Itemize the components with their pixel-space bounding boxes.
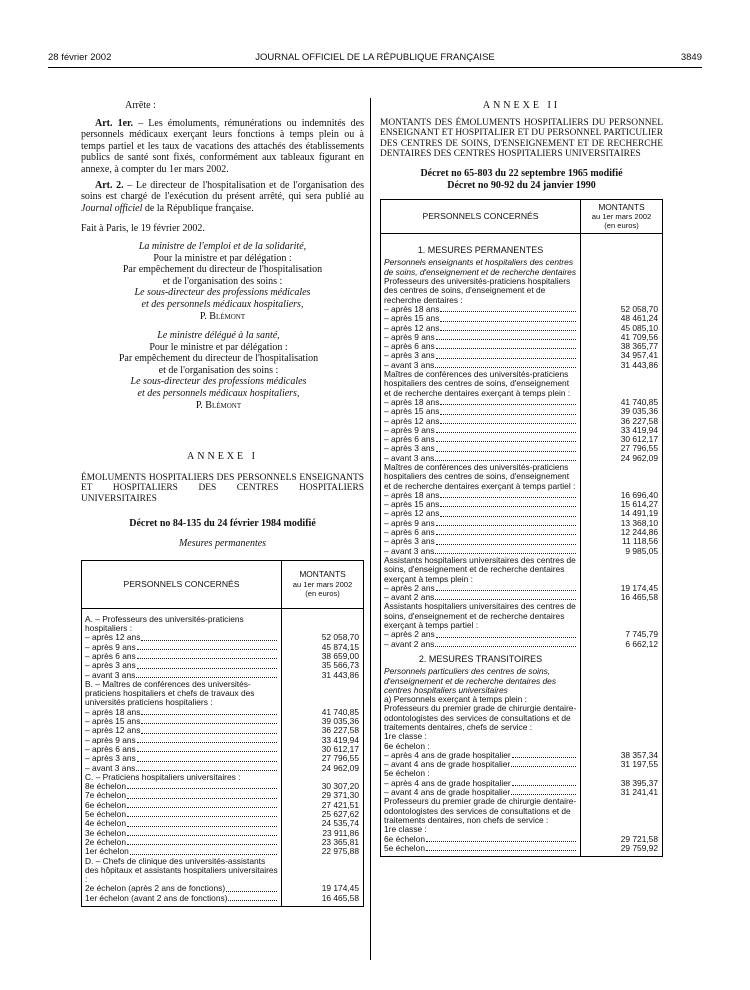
table-row [381,463,663,491]
signature-line: P. Blémont [195,399,242,411]
signature-block-2 [73,330,364,411]
row-label: 5e échelon [384,842,425,853]
table-cell-amount [581,704,663,732]
row-label: – après 3 ans [85,753,136,764]
table-cell-label [381,556,581,584]
table-row [82,680,364,708]
row-amount: 9 985,05 [625,545,658,556]
row-amount: 36 227,58 [620,415,658,426]
table-cell-amount [581,454,663,463]
row-amount: 23 911,86 [322,827,359,838]
row-label: – après 9 ans [384,424,435,435]
table-cell-amount [581,602,663,630]
signature-line: et des personnels médicaux hospitaliers, [137,388,300,400]
category-text: 1re classe : [384,731,427,742]
annex-2-table [380,199,663,857]
dot-leader [440,414,576,415]
row-amount: 31 443,86 [321,669,359,680]
section-subheading: Personnels enseignants et hospitaliers des centres de soins, d'enseignement et de recherche dentaires [384,257,577,277]
row-label: – après 15 ans [384,499,440,510]
dot-leader [440,404,576,405]
row-label: – après 15 ans [384,406,440,417]
row-amount: 29 371,30 [321,790,359,801]
dot-leader [440,497,576,498]
row-amount: 27 421,51 [321,799,359,810]
table-cell-amount [581,463,663,491]
row-label: 4e échelon [85,818,126,829]
article-1-text: – Les émoluments, rémunérations ou indemnités des personnels médicaux exerçant leurs fonctions à temps plein ou à temps partiel et les taux de vacations des attachés des établissements publics de santé sont fixés, conformément aux tableaux figurant en annexe, à compter du 1er mars 2002. [81,117,365,175]
category-text: Professeurs du premier grade de chirurgie dentaire-odontologistes des services de consultations et de traitements dentaires, non chefs de service : [384,796,577,825]
table-cell-amount [581,844,663,853]
table-cell-label [381,463,581,491]
table-cell-amount [581,760,663,769]
row-label: – après 6 ans [85,743,136,754]
row-label: 1er échelon [85,846,129,857]
table-cell-label [381,649,581,667]
table-cell-amount [581,667,663,695]
row-label: – après 18 ans [384,396,440,407]
row-label: – après 12 ans [85,725,141,736]
row-label: – après 12 ans [85,632,141,643]
row-amount: 27 796,55 [321,753,359,764]
table-cell-label [381,258,581,277]
row-amount: 29 759,92 [620,842,658,853]
dot-leader [127,816,277,817]
dot-leader [511,794,576,795]
row-amount: 35 566,73 [321,660,359,671]
row-label: – après 12 ans [384,415,440,426]
dot-leader [426,850,576,851]
table-cell-label [381,240,581,258]
row-amount: 19 174,45 [321,883,359,894]
dot-leader [440,330,576,331]
dot-leader [511,766,576,767]
row-label: – après 6 ans [85,651,136,661]
table-cell-label [82,680,282,708]
article-1-label: Art. 1er. [95,117,134,129]
dot-leader [127,835,277,836]
header-date: 28 février 2002 [48,52,112,63]
table-cell-label [381,640,581,649]
dot-leader [141,714,277,715]
row-amount: 25 627,62 [321,809,359,820]
dot-leader [137,658,277,659]
table-cell-label [381,704,581,732]
row-label: – après 12 ans [384,508,440,519]
table-row [381,797,663,825]
row-label: – avant 3 ans [384,452,435,463]
row-amount: 19 174,45 [620,582,658,593]
category-text: a) Personnels exerçant à temps plein : [384,694,527,705]
category-text: D. – Chefs de clinique des universités-assistants des hôpitaux et assistants hospitaliers universitaires : [85,855,278,885]
signature-line: Pour le ministre et par délégation : [149,341,288,353]
table-row [381,258,663,277]
dot-leader [426,841,576,842]
annex-1-col-personnels: PERSONNELS CONCERNÉS [82,560,282,608]
left-column [81,100,364,907]
annex-1-title: ANNEXE I [187,451,258,463]
annex-1-decret: Décret no 84-135 du 24 février 1984 modifié [129,517,316,529]
row-amount: 29 721,58 [620,833,658,844]
montants-header-line: au 1er mars 2002 [591,212,652,221]
row-amount: 24 962,09 [321,762,359,773]
category-text: Maîtres de conférences des universités-praticiens hospitaliers des centres de soins, d'enseignement et de recherche dentaires exerçant à temps plein : [384,369,571,398]
row-amount: 24 962,09 [620,452,658,463]
row-amount: 45 085,10 [620,322,658,333]
row-amount: 7 745,79 [625,629,658,640]
table-row [381,640,663,649]
row-label: – après 12 ans [384,322,440,333]
table-cell-amount [581,788,663,797]
row-label: 5e échelon [85,809,126,820]
montants-header-line: au 1er mars 2002 [292,579,353,589]
category-text: Assistants hospitaliers universitaires des centres de soins, d'enseignement et de recherche dentaires exerçant à temps partiel : [384,601,576,631]
table-row [381,704,663,732]
dot-leader [440,321,576,322]
table-row [381,240,663,258]
section-subheading: Personnels particuliers des centres de soins, d'enseignement et de recherche dentaires des centres hospitaliers universitaires [384,666,557,695]
dot-leader [127,844,277,845]
row-amount: 52 058,70 [321,632,359,643]
row-label: 2e échelon (après 2 ans de fonctions) [85,883,226,894]
dot-leader [435,367,576,368]
row-amount: 33 419,94 [620,424,658,435]
row-label: – après 2 ans [384,629,435,640]
dot-leader [436,358,576,359]
table-row [381,602,663,630]
category-text: B. – Maîtres de conférences des universités-praticiens hospitaliers et chefs de travaux des universités praticiens hospitaliers : [85,678,255,708]
row-amount: 39 035,36 [321,716,359,727]
row-amount: 38 659,00 [321,651,359,661]
row-amount: 30 307,20 [321,781,359,792]
dot-leader [130,854,277,855]
row-label: – après 15 ans [85,716,141,727]
article-2-text-b: de la République française. [142,202,254,214]
header-page-number: 3849 [680,52,702,63]
signature-line: et de l'organisation des soins : [158,364,279,376]
table-cell-label [82,857,282,885]
row-label: 6e échelon [85,799,126,810]
row-label: – avant 3 ans [384,359,435,370]
row-amount: 22 975,88 [321,846,359,857]
annex-2-title: ANNEXE II [482,100,561,111]
table-cell-label [82,615,282,634]
row-amount: 38 365,77 [620,341,658,352]
row-label: – avant 3 ans [85,762,136,773]
category-text: 1re classe : [384,824,427,835]
table-row [381,844,663,853]
leader-row [384,640,577,649]
row-amount: 48 461,24 [620,313,658,324]
category-text: C. – Praticiens hospitaliers universitaires : [85,771,241,782]
dot-leader [435,599,576,600]
table-row [381,277,663,305]
table-cell-amount [282,671,364,680]
table-row [381,370,663,398]
dot-leader [137,649,277,650]
annex-1-subtitle: ÉMOLUMENTS HOSPITALIERS DES PERSONNELS ENSEIGNANTS ET HOSPITALIERS DES CENTRES HOSPITALIERS UNIVERSITAIRES [81,472,364,505]
annex-1-col-montants [282,560,364,608]
leader-row [384,844,577,853]
table-cell-amount [581,732,663,741]
table-cell-label [381,797,581,825]
signature-line: Le sous-directeur des professions médicales [130,376,307,388]
table-cell-amount [581,593,663,602]
dot-leader [436,339,576,340]
dot-leader [127,798,277,799]
article-1 [81,118,364,176]
column-divider [370,98,371,960]
row-amount: 41 740,85 [321,706,359,717]
row-label: – après 4 ans de grade hospitalier [384,777,511,788]
montants-header-line: (en euros) [305,588,340,598]
table-cell-amount [581,361,663,370]
article-2-text-a: – Le directeur de l'hospitalisation et de l'organisation des soins est chargé de l'exécution du présent arrêté, qui sera publié au [81,179,364,203]
annex-2-col-montants [581,200,663,234]
table-cell-amount [581,556,663,584]
category-text: 5e échelon : [384,768,430,779]
montants-header-line: MONTANTS [299,569,346,580]
table-row [381,667,663,695]
right-column [380,100,663,857]
table-cell-amount [282,857,364,885]
table-cell-amount [581,695,663,704]
dot-leader [141,723,277,724]
row-label: 8e échelon [85,781,126,792]
row-amount: 13 368,10 [620,517,658,528]
row-label: – après 9 ans [384,517,435,528]
signature-line: et de l'organisation des soins : [162,275,283,287]
table-row [381,556,663,584]
signature-line: P. Blémont [199,310,246,322]
annex-1-table [81,560,364,907]
row-amount: 38 357,34 [620,749,658,760]
dot-leader [512,785,576,786]
category-text: 6e échelon : [384,740,430,751]
row-label: – avant 2 ans [384,592,435,603]
header-title: JOURNAL OFFICIEL DE LA RÉPUBLIQUE FRANÇAISE [255,52,495,63]
dot-leader [127,788,277,789]
table-cell-amount [581,547,663,556]
fait-line: Fait à Paris, le 19 février 2002. [81,223,205,235]
annex-2-col-personnels: PERSONNELS CONCERNÉS [381,200,581,234]
signature-line: Par empêchement du directeur de l'hospitalisation [122,264,323,276]
row-label: – après 9 ans [384,331,435,342]
category-text: Maîtres de conférences des universités-praticiens hospitaliers des centres de soins, d'enseignement et de recherche dentaires exerçant à temps partiel : [384,461,576,491]
dot-leader [436,637,576,638]
signature-line: Le sous-directeur des professions médicales [134,287,311,299]
annex-2-subtitle: MONTANTS DES ÉMOLUMENTS HOSPITALIERS DU PERSONNEL ENSEIGNANT ET HOSPITALIER ET DU PERSONNEL PARTICULIER DES CENTRES DE SOINS, D'ENSEIGNEMENT ET DE RECHERCHE DENTAIRES DES CENTRES HOSPITALIERS UNIVERSITAIRES [380,117,663,160]
dot-leader [440,516,576,517]
row-amount: 31 241,41 [620,787,658,798]
row-label: – après 6 ans [384,527,435,538]
dot-leader [141,640,277,641]
dot-leader [136,770,277,771]
row-amount: 41 709,56 [620,331,658,342]
row-amount: 14 491,19 [620,508,658,519]
signature-line: Par empêchement du directeur de l'hospitalisation [118,353,319,365]
row-label: – avant 4 ans de grade hospitalier [384,759,511,770]
row-amount: 30 612,17 [620,434,658,445]
row-amount: 36 227,58 [321,725,359,736]
table-cell-label [381,602,581,630]
article-2-journal: Journal officiel [81,202,143,214]
table-cell-amount [581,240,663,258]
dot-leader [136,677,277,678]
row-label: 2e échelon [85,836,126,847]
signature-line: et des personnels médicaux hospitaliers, [141,298,304,310]
signature-block-1 [81,241,364,322]
row-amount: 23 365,81 [321,836,359,847]
row-amount: 15 614,27 [620,499,658,510]
row-amount: 34 957,41 [620,350,658,361]
row-label: – après 9 ans [85,734,136,745]
row-label: – après 18 ans [384,489,440,500]
dot-leader [127,826,277,827]
dot-leader [228,900,277,901]
signature-line: Le ministre délégué à la santé, [157,330,280,342]
dot-leader [435,460,576,461]
table-cell-label [381,844,581,853]
article-2 [81,180,364,215]
table-cell-amount [581,258,663,277]
table-cell-amount [282,847,364,856]
row-amount: 38 395,37 [620,777,658,788]
row-label: – après 4 ans de grade hospitalier [384,749,511,760]
dot-leader [436,441,576,442]
row-amount: 30 612,17 [321,743,359,754]
dot-leader [137,751,277,752]
row-amount: 52 058,70 [620,303,658,314]
dot-leader [137,668,277,669]
dot-leader [512,757,576,758]
table-cell-amount [282,615,364,634]
section-heading: 1. MESURES PERMANENTES [417,245,544,256]
dot-leader [436,432,576,433]
row-label: – après 18 ans [384,303,440,314]
table-cell-amount [581,277,663,305]
table-cell-label [381,277,581,305]
table-cell-amount [282,894,364,903]
row-label: – après 9 ans [85,641,136,652]
table-row [82,857,364,885]
row-amount: 16 465,58 [620,592,658,603]
row-amount: 31 197,55 [620,759,658,770]
row-amount: 33 419,94 [321,734,359,745]
arrete-line: Arrête : [125,100,156,111]
table-row [82,615,364,634]
row-label: – après 18 ans [85,706,141,717]
dot-leader [436,525,576,526]
table-row [381,649,663,667]
section-heading: 2. MESURES TRANSITOIRES [418,653,543,664]
table-cell-label [82,894,282,903]
dot-leader [127,807,277,808]
row-amount: 24 535,74 [321,818,359,829]
dot-leader [137,742,277,743]
page-header [48,52,702,68]
dot-leader [141,733,277,734]
row-label: – après 3 ans [384,536,435,547]
category-text: A. – Professeurs des universités-praticiens hospitaliers : [85,613,244,634]
row-label: 3e échelon [85,827,126,838]
annex-2-decret-2: Décret no 90-92 du 24 janvier 1990 [447,179,596,191]
dot-leader [436,544,576,545]
row-label: 1er échelon (avant 2 ans de fonctions) [85,892,228,903]
row-amount: 6 662,12 [625,638,658,649]
dot-leader [436,590,576,591]
row-label: – après 6 ans [384,341,435,352]
dot-leader [435,646,576,647]
row-amount: 11 118,56 [621,536,658,547]
dot-leader [436,451,576,452]
row-label: – avant 4 ans de grade hospitalier [384,787,511,798]
row-label: 6e échelon [384,833,425,844]
signature-line: La ministre de l'emploi et de la solidarité, [138,240,307,252]
montants-header-line: MONTANTS [598,201,645,212]
row-label: – après 3 ans [384,443,435,454]
montants-header-line: (en euros) [604,221,639,231]
dot-leader [435,553,576,554]
dot-leader [440,311,576,312]
row-amount: 39 035,36 [620,406,658,417]
row-label: – après 6 ans [384,434,435,445]
signature-line: Pour la ministre et par délégation : [153,252,292,264]
table-cell-amount [581,370,663,398]
table-cell-amount [581,797,663,825]
dot-leader [436,534,576,535]
row-amount: 16 465,58 [321,892,359,903]
table-cell-label [381,667,581,695]
dot-leader [440,423,576,424]
row-label: – avant 3 ans [384,545,435,556]
category-text: Assistants hospitaliers universitaires des centres de soins, d'enseignement et de recherche dentaires exerçant à temps plein : [384,554,576,584]
row-label: – avant 2 ans [384,638,435,649]
leader-row [85,894,278,903]
article-2-label: Art. 2. [95,179,124,191]
table-cell-amount [581,649,663,667]
row-label: – avant 3 ans [85,669,136,680]
row-amount: 45 874,15 [321,641,359,652]
table-row [82,894,364,903]
category-text: Professeurs du premier grade de chirurgie dentaire-odontologistes des services de consultations et de traitements dentaires, chefs de service : [384,703,577,732]
annex-1-mesures: Mesures permanentes [178,538,267,550]
row-label: – après 15 ans [384,313,440,324]
row-amount: 31 443,86 [620,359,658,370]
row-label: – après 2 ans [384,582,435,593]
table-cell-amount [282,680,364,708]
dot-leader [436,348,576,349]
header-rule [48,67,702,68]
row-amount: 27 796,55 [620,443,658,454]
row-amount: 41 740,85 [620,396,658,407]
category-text: Professeurs des universités-praticiens hospitaliers des centres de soins, d'enseignement et de recherche dentaires : [384,276,571,305]
table-cell-label [381,370,581,398]
row-label: 7e échelon [85,790,126,801]
row-amount: 16 696,40 [620,489,658,500]
row-label: – après 3 ans [85,660,136,671]
dot-leader [440,506,576,507]
row-label: – après 3 ans [384,350,435,361]
table-cell-amount [581,640,663,649]
dot-leader [137,761,277,762]
row-amount: 12 244,86 [620,527,658,538]
table-cell-amount [282,764,364,773]
dot-leader [226,891,277,892]
annex-2-decret-1: Décret no 65-803 du 22 septembre 1965 modifié [420,167,623,179]
